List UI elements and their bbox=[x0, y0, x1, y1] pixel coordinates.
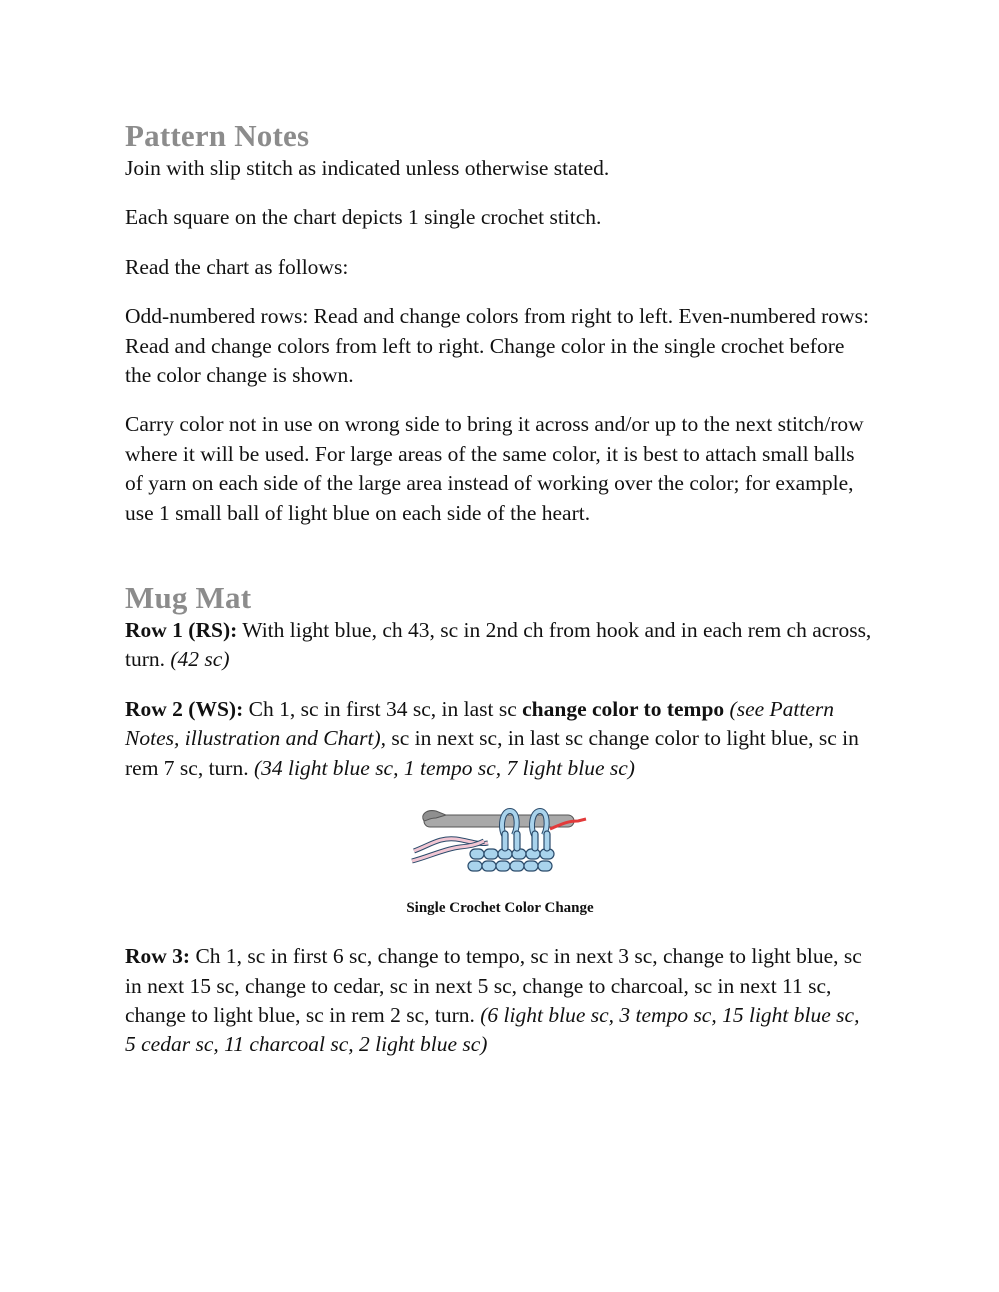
color-change-figure bbox=[125, 805, 875, 917]
figure-caption: Single Crochet Color Change bbox=[406, 900, 594, 917]
row-2-instruction bbox=[125, 695, 875, 783]
page-content bbox=[125, 118, 875, 1080]
row-1-instruction bbox=[125, 616, 875, 675]
pattern-notes-heading: Pattern Notes bbox=[125, 118, 310, 153]
row-3-label: Row 3: bbox=[125, 944, 191, 969]
row-2-reference: (see Pattern Notes, illustration and Chart), bbox=[125, 696, 835, 751]
row-3-text: Ch 1, sc in first 6 sc, change to tempo, sc in next 3 sc, change to light blue, sc in next 15 sc, change to cedar, sc in next 5 sc, change to charcoal, sc in next 11 sc, change to light blue, sc in rem 2 sc, turn. bbox=[125, 944, 862, 1027]
row-1-count: (42 sc) bbox=[170, 647, 230, 672]
row-3-count: (6 light blue sc, 3 tempo sc, 15 light blue sc, 5 cedar sc, 11 charcoal sc, 2 light blue sc) bbox=[125, 1002, 860, 1057]
row-3-instruction bbox=[125, 942, 875, 1060]
pattern-note-carry-color: Carry color not in use on wrong side to bring it across and/or up to the next stitch/row where it will be used. For large areas of the same color, it is best to attach small balls of yarn on each side of the large area instead of working over the color; for example, use 1 small ball of light blue on each side of the heart. bbox=[125, 412, 864, 525]
pattern-note-join: Join with slip stitch as indicated unless otherwise stated. bbox=[125, 156, 610, 180]
row-1-label: Row 1 (RS): bbox=[125, 618, 238, 643]
row-2-text-b: sc in next sc, in last sc change color to light blue, sc in rem 7 sc, turn. bbox=[125, 726, 859, 780]
row-2-text-a: Ch 1, sc in first 34 sc, in last sc bbox=[243, 696, 523, 721]
row-2-color-change: change color to tempo bbox=[522, 696, 725, 721]
stitch-row bbox=[468, 831, 554, 871]
crochet-hook-illustration bbox=[410, 805, 590, 877]
row-2-label: Row 2 (WS): bbox=[125, 696, 244, 721]
pattern-note-chart-squares: Each square on the chart depicts 1 single crochet stitch. bbox=[125, 205, 602, 230]
row-2-count: (34 light blue sc, 1 tempo sc, 7 light blue sc) bbox=[253, 755, 635, 780]
row-1-text: With light blue, ch 43, sc in 2nd ch from hook and in each rem ch across, turn. bbox=[125, 618, 872, 672]
pattern-note-read-chart: Read the chart as follows: bbox=[125, 254, 349, 279]
pattern-note-row-direction: Odd-numbered rows: Read and change colors from right to left. Even-numbered rows: Read and change colors from left to right. Change color in the single crochet before the color change is shown. bbox=[125, 304, 869, 388]
mug-mat-heading: Mug Mat bbox=[125, 580, 252, 616]
